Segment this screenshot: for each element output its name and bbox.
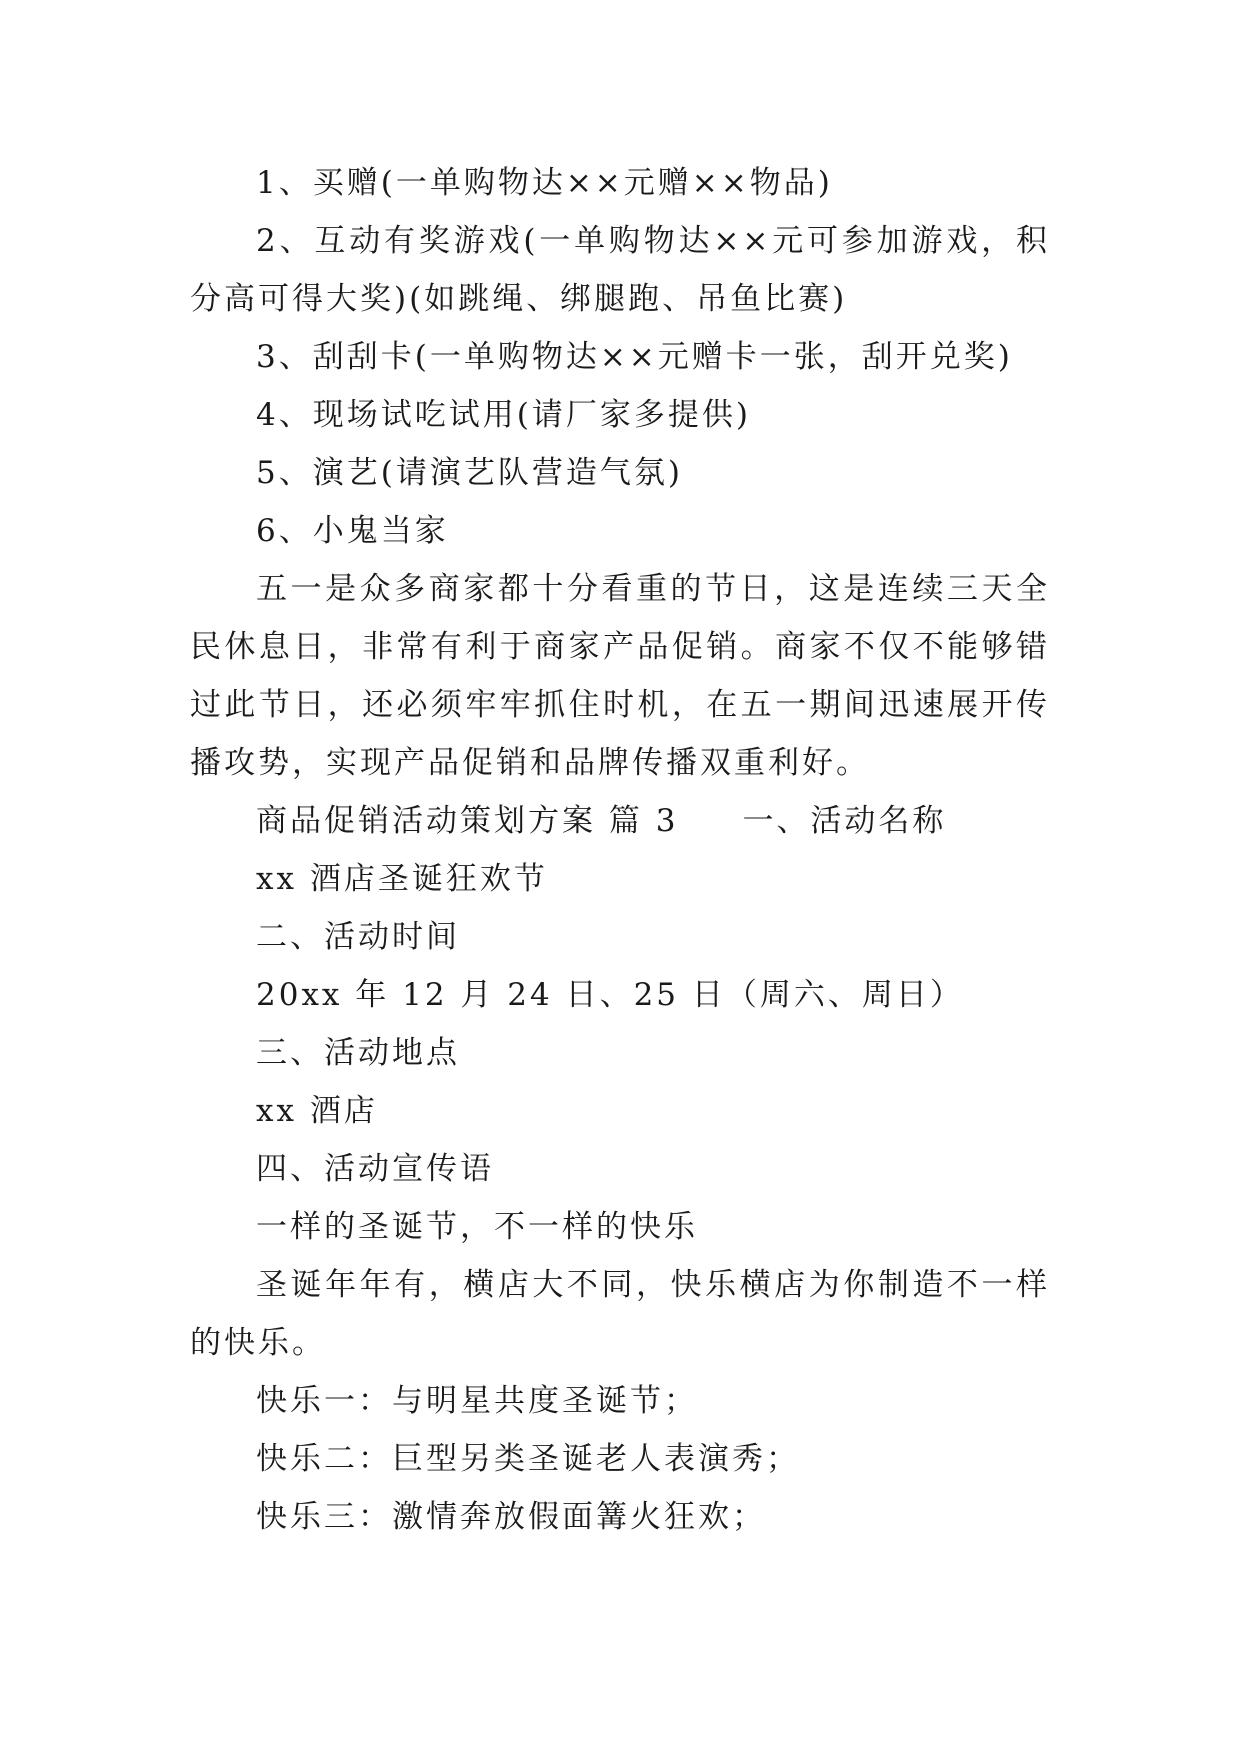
slogan-line: 一样的圣诞节，不一样的快乐 bbox=[256, 1209, 698, 1245]
joy-item: 快乐三：激情奔放假面篝火狂欢； bbox=[256, 1499, 766, 1535]
heading-activity-time: 二、活动时间 bbox=[256, 919, 460, 955]
summary-paragraph: 五一是众多商家都十分看重的节日，这是连续三天全民休息日，非常有利于商家产品促销。商家不仅不能够错过此节日，还必须牢牢抓住时机，在五一期间迅速展开传播攻势，实现产品促销和品牌传播双重利好。 bbox=[190, 571, 1050, 781]
activity-name: xx 酒店圣诞狂欢节 bbox=[256, 861, 548, 897]
list-item: 1、买赠(一单购物达××元赠××物品) bbox=[256, 165, 833, 201]
heading-activity-name: 一、活动名称 bbox=[742, 803, 947, 839]
slogan-paragraph: 圣诞年年有，横店大不同，快乐横店为你制造不一样的快乐。 bbox=[190, 1267, 1050, 1361]
heading-activity-location: 三、活动地点 bbox=[256, 1035, 460, 1071]
list-item: 5、演艺(请演艺队营造气氛) bbox=[256, 455, 683, 491]
document-body bbox=[190, 154, 1050, 1546]
activity-location: xx 酒店 bbox=[256, 1093, 378, 1129]
joy-item: 快乐二：巨型另类圣诞老人表演秀； bbox=[256, 1441, 800, 1477]
joy-item: 快乐一：与明星共度圣诞节； bbox=[256, 1383, 698, 1419]
section-title-line bbox=[190, 792, 1050, 850]
list-item: 2、互动有奖游戏(一单购物达××元可参加游戏，积分高可得大奖)(如跳绳、绑腿跑、吊鱼比赛) bbox=[190, 223, 1050, 317]
list-item: 3、刮刮卡(一单购物达××元赠卡一张，刮开兑奖) bbox=[256, 339, 1013, 375]
heading-slogan: 四、活动宣传语 bbox=[256, 1151, 494, 1187]
section-title: 商品促销活动策划方案 篇 3 bbox=[256, 803, 679, 839]
list-item: 6、小鬼当家 bbox=[256, 513, 449, 549]
activity-time: 20xx 年 12 月 24 日、25 日（周六、周日） bbox=[256, 977, 964, 1013]
list-item: 4、现场试吃试用(请厂家多提供) bbox=[256, 397, 751, 433]
